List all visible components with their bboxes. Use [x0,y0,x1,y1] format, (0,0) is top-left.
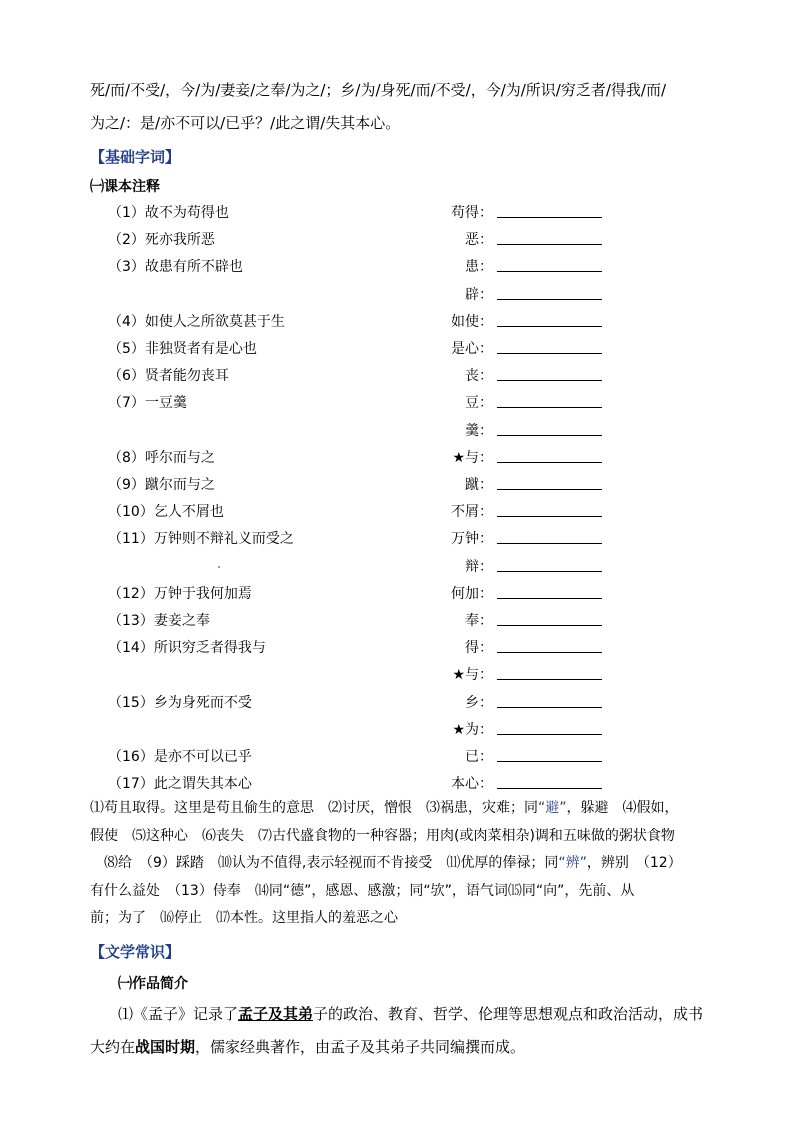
answer-key [90,795,715,933]
intro-underlined: 孟子及其弟 [238,1005,314,1023]
answer-line-2: 假使 ⑸这种心 ⑹丧失 ⑺古代盛食物的一种容器；用肉(或肉菜相杂)调和五味做的粥状食物 [90,827,675,844]
note-term-label: ★为： [452,721,493,738]
note-term-label: 已： [465,749,493,765]
answer-blank-line[interactable] [497,217,602,218]
note-term-label: 不屑： [451,504,493,521]
answer-blank-line[interactable] [497,652,602,653]
passage-text [90,74,715,140]
passage-line-2: 为之/：是/亦不可以/已乎？/此之谓/失其本心。 [90,114,401,132]
answer-blank-line[interactable] [497,380,602,381]
note-term-label: ★与： [452,667,493,684]
note-sentence: （11）万钟则不辩礼义而受之 [108,531,294,548]
answer-blank-line[interactable] [497,707,602,708]
answer-blank-line[interactable] [497,734,602,735]
note-sentence: （5）非独贤者有是心也 [108,341,257,357]
intro-rest: 子的政治、教育、哲学、伦理等思想观点和政治活动，成书 [313,1005,704,1023]
literature-heading: 【文学常识】 [90,943,181,961]
note-sentence: （15）乡为身死而不受 [108,694,252,711]
answer-line-3-part-a: ⑻给 （9）踩踏 ⑽认为不值得,表示轻视而不肯接受 ⑾优厚的俸禄；同 [90,855,559,871]
answer-blank-line[interactable] [497,435,602,436]
note-term-label: ★与： [452,449,493,466]
note-sentence: （13）妻妾之奉 [108,613,210,629]
passage-line-1: 死/而/不受/，今/为/妻妾/之奉/为之/；乡/为/身死/而/不受/，今/为/所识/穷乏者/得我/而/ [90,81,667,99]
note-term-label: 辩： [465,558,493,575]
note-sentence: （10）乞人不屑也 [108,504,224,521]
stray-mark [218,566,220,568]
answer-blank-line[interactable] [497,407,602,408]
basic-words-heading: 【基础字词】 [90,148,181,166]
answer-line-3 [90,850,715,878]
answer-blank-line[interactable] [497,543,602,544]
note-sentence: （6）贤者能勿丧耳 [108,368,229,385]
answer-blank-line[interactable] [497,598,602,599]
answer-blank-line[interactable] [497,761,602,762]
work-intro-subheading: ㈠作品简介 [118,976,188,992]
work-intro-text [90,998,715,1064]
answer-blank-line[interactable] [497,571,602,572]
note-sentence: （14）所识穷乏者得我与 [108,640,266,657]
note-sentence: （9）蹴尔而与之 [108,477,215,493]
intro-line-2 [90,1031,715,1064]
answer-blank-line[interactable] [497,271,602,272]
note-sentence: （7）一豆羹 [108,395,187,412]
answer-line-3-quote: “辨” [558,855,587,871]
note-term-label: 恶： [465,232,493,249]
answer-line-1-quote: “避” [538,800,567,816]
note-term-label: 苟得： [451,205,493,221]
answer-blank-line[interactable] [497,244,602,245]
answer-blank-line[interactable] [497,625,602,626]
note-term-label: 辟： [465,286,493,303]
intro-prefix: ⑴《孟子》记录了 [118,1005,239,1023]
intro-line-2-a: 大约在 [90,1038,136,1056]
intro-bold-period: 战国时期 [135,1038,196,1056]
textbook-notes-subheading: ㈠课本注释 [90,179,160,195]
note-term-label: 患： [465,259,493,276]
note-term-label: 何加： [451,585,493,602]
answer-blank-line[interactable] [497,462,602,463]
answer-blank-line[interactable] [497,489,602,490]
answer-line-1-part-b: ，躲避 ⑷假如， [566,800,679,816]
note-sentence: （2）死亦我所恶 [108,232,215,249]
note-term-label: 如使： [451,313,493,330]
note-sentence: （3）故患有所不辟也 [108,259,243,276]
answer-line-3-part-b: ，辨别 （12） [586,855,682,871]
intro-line-1 [90,998,715,1031]
answer-line-5: 前；为了 ⒃停止 ⒄本性。这里指人的羞恶之心 [90,910,398,926]
note-term-label: 是心： [451,341,493,357]
note-term-label: 得： [465,640,493,657]
note-term-label: 豆： [465,395,493,412]
note-term-label: 乡： [465,694,493,711]
note-sentence: （8）呼尔而与之 [108,449,215,466]
answer-blank-line[interactable] [497,788,602,789]
note-sentence: （4）如使人之所欲莫甚于生 [108,313,285,330]
answer-line-4: 有什么益处 （13）侍奉 ⒁同“德”，感恩、感激；同“欤”，语气词⒂同“向”，先前、从 [90,882,635,899]
note-sentence: （17）此之谓失其本心 [108,776,252,793]
note-sentence: （1）故不为苟得也 [108,205,229,221]
note-sentence: （12）万钟于我何加焉 [108,585,252,602]
answer-blank-line[interactable] [497,353,602,354]
intro-line-2-b: ，儒家经典著作，由孟子及其弟子共同编撰而成。 [195,1038,526,1056]
answer-line-1-part-a: ⑴苟且取得。这里是苟且偷生的意思 ⑵讨厌，憎恨 ⑶祸患，灾难；同 [90,800,538,816]
answer-blank-line[interactable] [497,516,602,517]
answer-line-1 [90,795,715,823]
answer-blank-line[interactable] [497,299,602,300]
note-term-label: 丧： [465,368,493,385]
note-term-label: 奉： [465,613,493,629]
note-term-label: 蹴： [465,477,493,493]
note-term-label: 羹： [465,422,493,439]
answer-blank-line[interactable] [497,679,602,680]
note-sentence: （16）是亦不可以已乎 [108,749,252,765]
answer-blank-line[interactable] [497,326,602,327]
note-term-label: 万钟： [451,531,493,548]
note-term-label: 本心： [451,776,493,793]
